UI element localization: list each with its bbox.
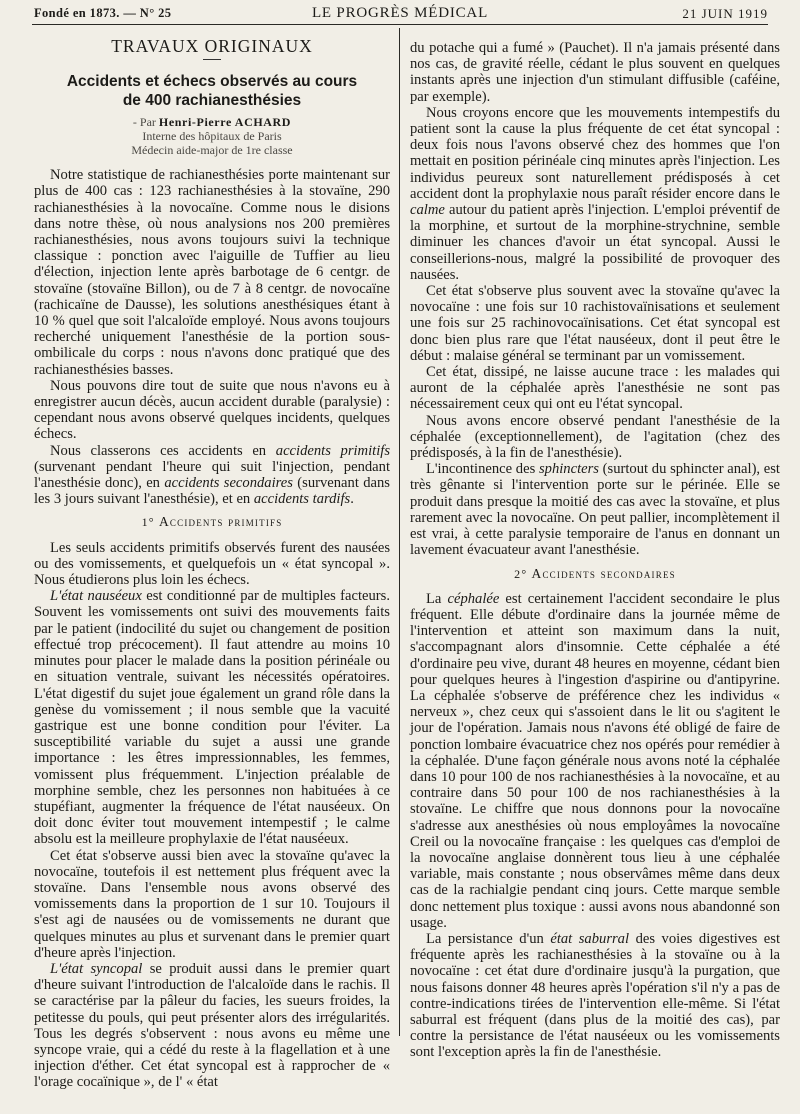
subsection-number: 2° [514,566,528,581]
text-run: La [426,590,448,607]
paragraph: Nous pouvons dire tout de suite que nous n'avons eu à enregistrer aucun décès, aucun accident durable (paralysie) : cependant nous avons observé quelques incidents, quelques échecs. [34,377,390,443]
column-divider [399,28,400,1036]
paragraph: Cet état, dissipé, ne laisse aucune trace : les malades qui auront de la céphalée après l'anesthésie ne sont pas nécessairement ceux qui ont eu l'état syncopal. [410,364,780,413]
paragraph: du potache qui a fumé » (Pauchet). Il n'a jamais présenté dans nos cas, de gravité réelle, cédant le plus souvent en quelques instants après une injection d'un stimulant diffusible (caféine, par exemple). [410,40,780,105]
running-header [32,4,768,24]
text-run: des voies digestives est fréquente après les rachianesthésies à la stovaïne ou à la novocaïne : cet état dure d'ordinaire jusqu'à la purgation, que nous faisons donner 48 heures après l'opération s'il n'y a pas de contre-indications tirées de l'intervention elle-même. Si l'état saburral est fréquent (dans plus de la moitié des cas), par contre la persistance de l'état nauséeux ou les vomissements sont l'exception après la fin de l'anesthésie. [410,930,781,1061]
subsection-heading-secondary [410,566,780,582]
text-run: (survenant dans les 3 jours suivant l'anesthésie), et en [34,475,390,508]
subsection-title: Accidents primitifs [158,514,283,530]
paragraph [34,961,390,1091]
article-title [34,72,390,110]
text-run: La persistance d'un [426,930,551,947]
title-dash [203,59,221,60]
text-run: Nous croyons encore que les mouvements intempestifs du patient sont la cause la plus fréquente de cet état syncopal : deux fois nous l'avons observé chez des hommes que l'on mettait en position périnéale cinq minutes après l'injection. Les individus peureux sont naturellement prédisposés à cet accident dont la prophylaxie nous paraît résider encore dans le [410,104,780,202]
header-date: 21 JUIN 1919 [682,6,768,21]
byline [34,115,390,157]
header-rule [32,24,768,25]
section-title: TRAVAUX ORIGINAUX [111,36,313,56]
header-founded-issue: Fondé en 1873. — N° 25 [34,6,172,20]
text-emphasis: accidents tardifs [253,491,351,508]
author-line: - Par Henri-Pierre ACHARD [132,115,292,130]
text-run: se produit aussi dans le premier quart d'heure suivant l'introduction de l'alcaloïde dans le rachis. Il se caractérise par la pâleur du facies, les sueurs froides, la petitesse du pouls, qui peut présenter alors des irrégularités. Tous les degrés s'observent : nous avons eu même une syncope vraie, qui a cédé du reste à la flagellation et à une injection d'éther. Cet état syncopal est à rapprocher de « l'orage cocaïnique », de l' « état [34,960,390,1091]
article-title-line1: Accidents et échecs observés au cours [66,73,358,91]
text-emphasis: accidents secondaires [164,475,293,492]
subsection-number: 1° [141,515,155,530]
subsection-heading-primitive [34,514,390,530]
article-title-line2: de 400 rachianesthésies [122,92,302,110]
subsection-title: Accidents secondaires [531,565,676,581]
text-run: autour du patient après l'injection. L'emploi préventif de la morphine, et surtout de la morphine-strychnine, semble diminuer les chances d'avoir un état syncopal. Aussi le conseillerions-nous, malgré la possibilité de provoquer des nausées. [410,202,780,283]
paragraph: Les seuls accidents primitifs observés furent des nausées ou des vomissements, et quelquefois un « état syncopal ». Nous étudierons plus loin les échecs. [34,539,390,589]
paragraph [410,931,780,1061]
paragraph [34,588,390,847]
author-affiliation-1: Interne des hôpitaux de Paris [142,129,282,144]
text-emphasis: calme [410,202,445,219]
paragraph: Cet état s'observe plus souvent avec la stovaïne qu'avec la novocaïne : une fois sur 10 rachistovaïnisations et seulement une fois sur 25 rachinovocaïnisations. Cet état syncopal est donc bien plus rare que l'état nauséeux, dont il peut être le début : malaise général se terminant par un vomissement. [410,283,780,364]
author-affiliation-2: Médecin aide-major de 1re classe [131,143,293,158]
left-column [34,34,390,1091]
paragraph: Nous avons encore observé pendant l'anesthésie de la céphalée (exceptionnellement), de l'agitation (chez des prédisposés, à la fin de l'anesthésie). [410,412,780,462]
paragraph [34,443,390,508]
text-run: . [350,491,354,508]
text-emphasis: accidents primitifs [275,442,390,459]
text-run: est conditionné par de multiples facteurs. Souvent les vomissements ont suivi des mouvements faits par le patient (indocilité du sujet ou changement de position effectué trop précocement). Il faut attendre au moins 10 minutes pour placer le malade dans la position périnéale ou en situation ventrale, suivant les nécessités opératoires. L'état digestif du sujet joue également un grand rôle dans la genèse du vomissement ; il nous semble que la vacuité gastrique est une bonne condition pour l'éviter. La susceptibilité variable du sujet a aussi une grande importance : les êtres impressionnables, les femmes, vomissent plus fréquemment. L'injection préalable de morphine semble, chez les personnes non habituées à ce stupéfiant, augmenter la fréquence de l'état nauséeux. On doit donc éviter tout mouvement intempestif ; le calme absolu est la meilleure prophylaxie de l'état nauséeux. [34,588,390,848]
paragraph [410,105,780,283]
paragraph: Cet état s'observe aussi bien avec la stovaïne qu'avec la novocaïne, toutefois il est nettement plus fréquent avec la stovaïne. Dans l'ensemble nous avons observé des vomissements dans la proportion de 1 sur 10. Toujours il s'est agi de nausées ou de vomissements ne durant que quelques minutes au plus et survenant dans le premier quart d'heure après l'injection. [34,847,390,961]
text-emphasis: état saburral [550,930,630,947]
text-run: est certainement l'accident secondaire le plus fréquent. Elle débute d'ordinaire dans la journée même de l'intervention et atteint son maximum dans la nuit, s'accompagnant alors d'insomnie. Cette céphalée a été d'ordinaire peu vive, durant 48 heures en moyenne, cédant bien pour quelques heures à l'ingestion d'aspirine ou d'antipyrine. La céphalée s'observe de préférence chez les individus « nerveux », chez ceux qui s'assoient dans le lit ou s'agitent le jour de l'opération. Jamais nous n'avons été obligé de faire de ponction lombaire évacuatrice chez nos opérés pour remédier à la céphalée. D'une façon générale nous avons noté la céphalée dans 10 pour 100 de nos rachianesthésies à la novocaïne, et au contraire dans 50 pour 100 de nos rachianesthésies à la stovaïne. Le chiffre que nous donnons pour la novocaïne s'adresse aux anesthésies où nous employâmes la novocaïne Creil ou la novocaïne française : les quelques cas d'emploi de la novocaïne anglaise donnèrent tous lieu à une céphalée variable, mais constante ; nous observâmes même dans deux cas de la rachialgie pendant cinq jours. Cette marque semble donc nettement plus toxique : aussi avons nous abandonné son usage. [410,590,780,931]
paragraph: Notre statistique de rachianesthésies porte maintenant sur plus de 400 cas : 123 rachianesthésies à la stovaïne, 290 rachianesthésies à la novocaïne. Comme nous le disions dans notre thèse, où nous analysions nos 200 premières rachianesthésies, nous avons toujours suivi la technique classique : ponction avec l'aiguille de Tuffier au lieu d'élection, injection lente après barbotage de 6 centgr. de stovaïne (stovaïne Billon), ou de 7 à 8 centgr. de novocaïne (rachicaïne de Dausse), les solutions anesthésiques étant à 10 % quel que soit l'alcaloïde employé. Nous avons toujours recherché uniquement l'anesthésie de la portion sous-ombilicale du corps : nous n'avons donc pratiqué que des rachianesthésies basses. [34,167,390,378]
author-name: Henri-Pierre ACHARD [158,115,292,130]
text-emphasis: sphincters [538,461,599,478]
author-prefix: Par [139,115,156,130]
text-run: Nous classerons ces accidents en [50,442,276,459]
text-emphasis: L'état syncopal [50,960,143,977]
text-emphasis: L'état nauséeux [50,588,142,605]
text-run: (survenant pendant l'heure qui suit l'injection, pendant l'anesthésie donc), en [34,458,390,492]
paragraph [410,461,780,558]
header-journal-title: LE PROGRÈS MÉDICAL [311,5,489,21]
paragraph [410,591,780,931]
right-column [410,40,780,1061]
text-emphasis: céphalée [447,590,500,607]
text-run: (surtout du sphincter anal), est très gênante si l'intervention porte sur le périnée. Elle se produit dans presque la moitié des cas avec la stovaïne, et plus rarement avec la novocaïne. On peut pallier, incomplètement il est vrai, à cette paralysie temporaire de l'anus en donnant un lavement évacuateur avant l'anesthésie. [410,461,780,559]
text-run: L'incontinence des [426,461,539,478]
